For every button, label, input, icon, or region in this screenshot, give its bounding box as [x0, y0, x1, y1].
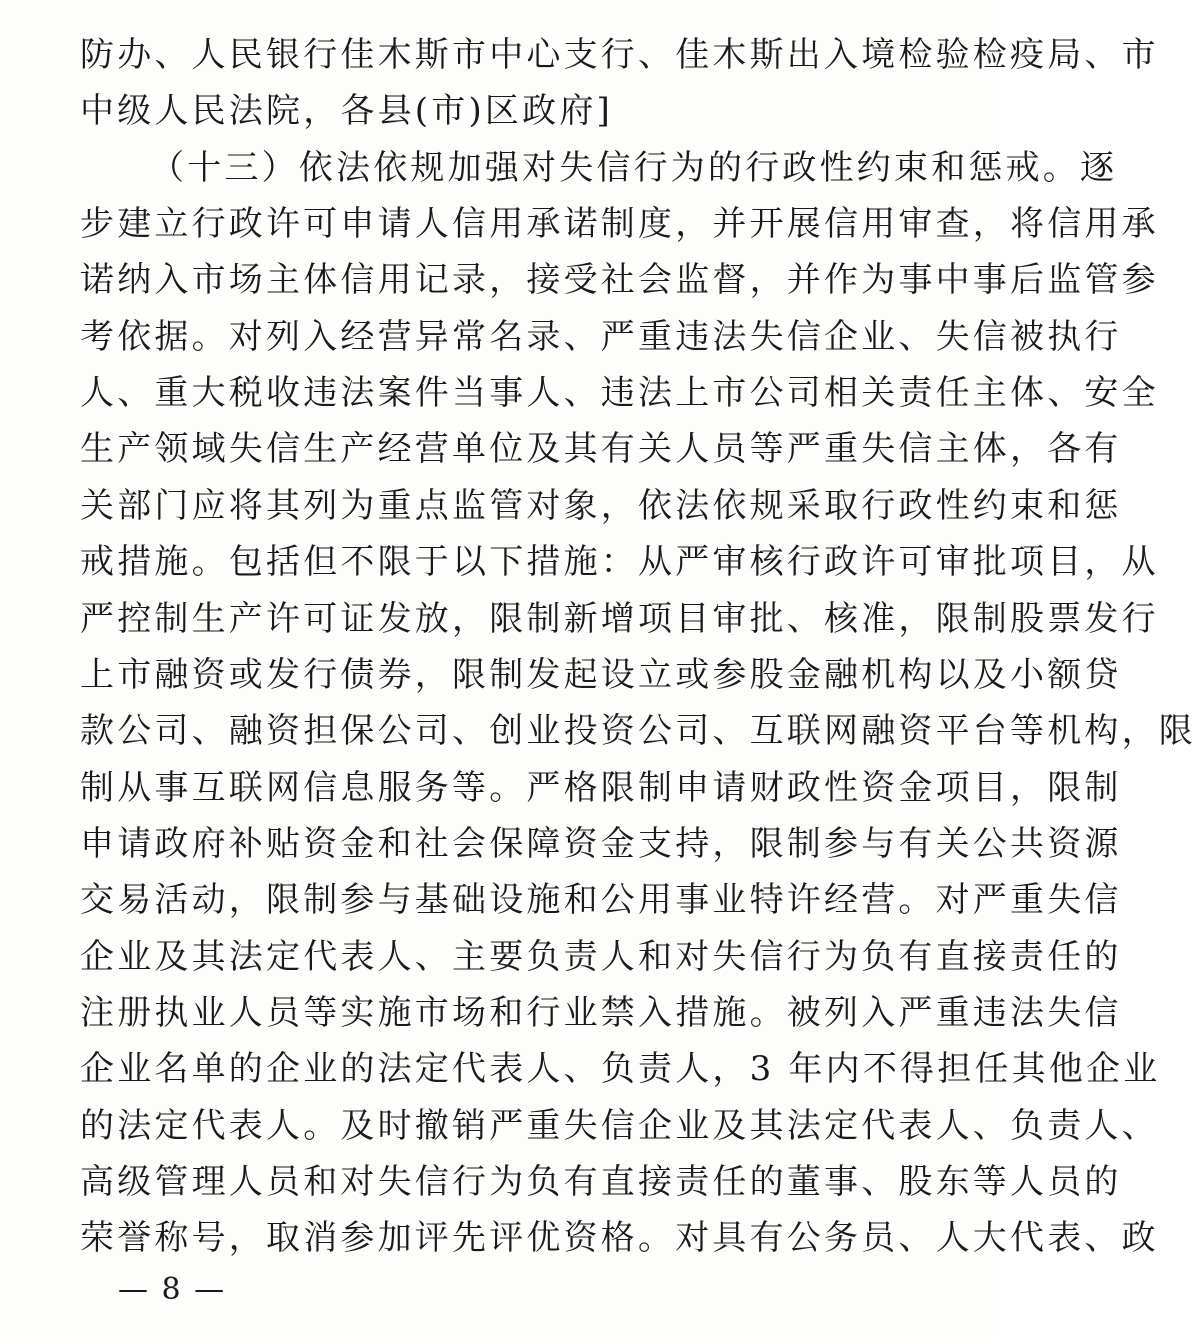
text-line: 交易活动，限制参与基础设施和公用事业特许经营。对严重失信	[80, 880, 1122, 920]
text-line: 戒措施。包括但不限于以下措施：从严审核行政许可审批项目，从	[80, 542, 1159, 582]
text-line: 的法定代表人。及时撤销严重失信企业及其法定代表人、负责人、	[80, 1106, 1159, 1146]
text-line: 申请政府补贴资金和社会保障资金支持，限制参与有关公共资源	[80, 824, 1122, 864]
text-line: 生产领域失信生产经营单位及其有关人员等严重失信主体，各有	[80, 429, 1122, 469]
text-line: 步建立行政许可申请人信用承诺制度，并开展信用审查，将信用承	[80, 204, 1159, 244]
text-line: 关部门应将其列为重点监管对象，依法依规采取行政性约束和惩	[80, 486, 1122, 526]
section-heading-line: （十三）依法依规加强对失信行为的行政性约束和惩戒。逐	[150, 148, 1118, 188]
text-line: 严控制生产许可证发放，限制新增项目审批、核准，限制股票发行	[80, 599, 1159, 639]
text-line: 款公司、融资担保公司、创业投资公司、互联网融资平台等机构，限	[80, 711, 1196, 751]
text-line: 企业名单的企业的法定代表人、负责人，3 年内不得担任其他企业	[80, 1049, 1161, 1089]
text-line: 防办、人民银行佳木斯市中心支行、佳木斯出入境检验检疫局、市	[80, 35, 1159, 75]
text-line: 人、重大税收违法案件当事人、违法上市公司相关责任主体、安全	[80, 373, 1159, 413]
text-line: 注册执业人员等实施市场和行业禁入措施。被列入严重违法失信	[80, 993, 1122, 1033]
text-line: 制从事互联网信息服务等。严格限制申请财政性资金项目，限制	[80, 768, 1122, 808]
text-line: 高级管理人员和对失信行为负有直接责任的董事、股东等人员的	[80, 1162, 1122, 1202]
text-line: 上市融资或发行债券，限制发起设立或参股金融机构以及小额贷	[80, 655, 1122, 695]
text-line: 考依据。对列入经营异常名录、严重违法失信企业、失信被执行	[80, 317, 1122, 357]
text-line: 荣誉称号，取消参加评先评优资格。对具有公务员、人大代表、政	[80, 1218, 1159, 1258]
page-number: — 8 —	[118, 1272, 227, 1307]
text-line: 企业及其法定代表人、主要负责人和对失信行为负有直接责任的	[80, 937, 1122, 977]
text-line: 诺纳入市场主体信用记录，接受社会监督，并作为事中事后监管参	[80, 260, 1159, 300]
text-line: 中级人民法院，各县(市)区政府]	[80, 91, 613, 131]
